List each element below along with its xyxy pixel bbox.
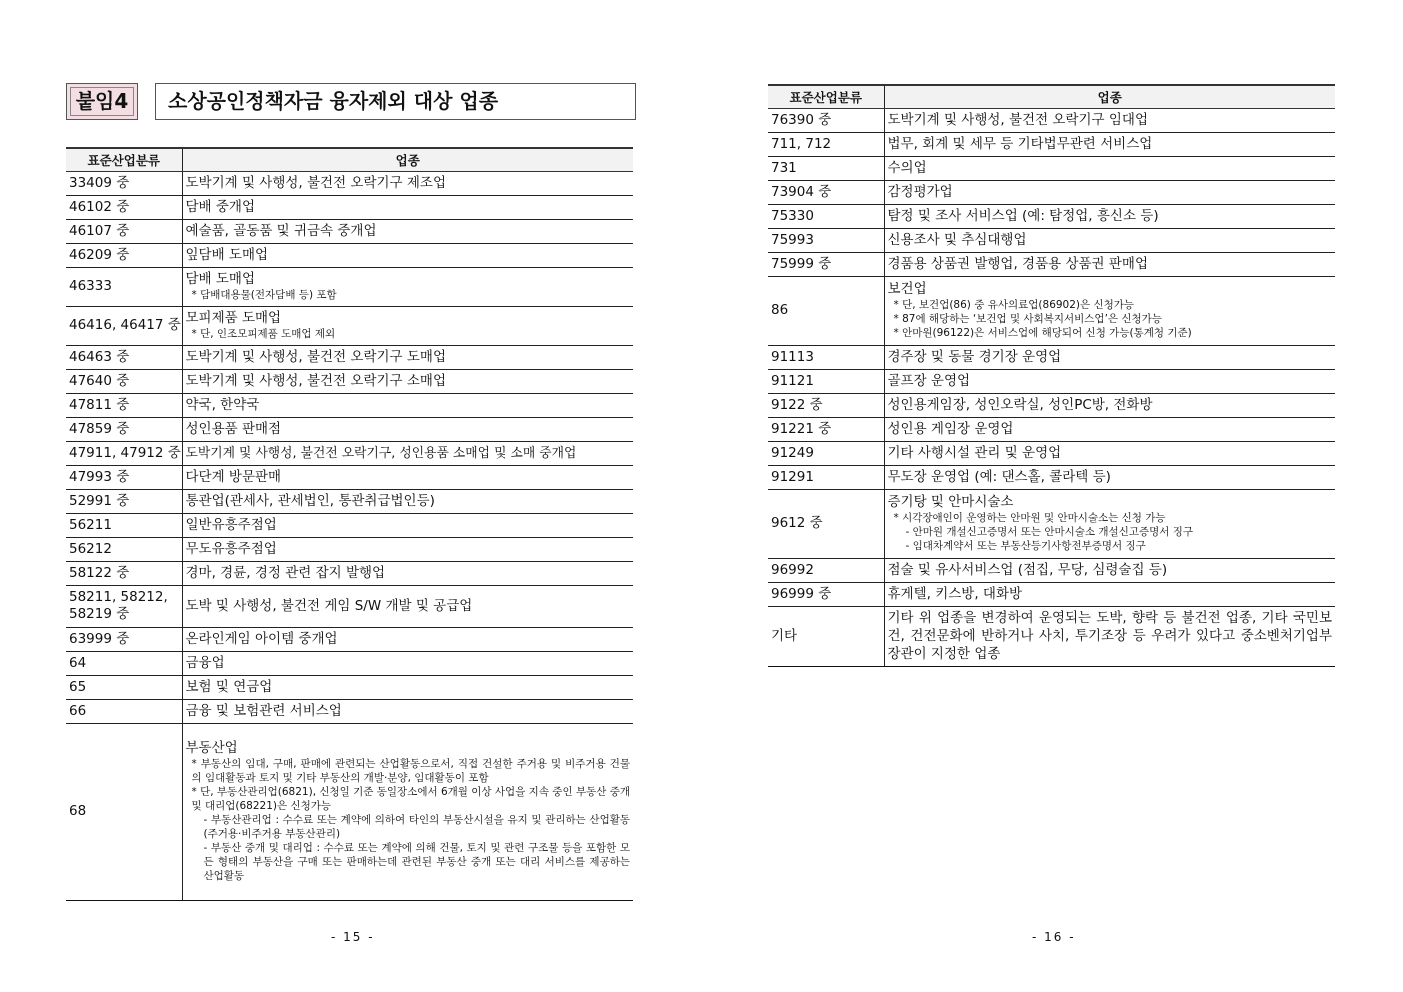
row-industry: 담배 도매업 <box>185 271 255 287</box>
row-code: 91249 <box>768 441 884 465</box>
row-industry: 부동산업 <box>185 739 238 756</box>
table-row <box>768 276 1335 345</box>
row-industry: 탐정 및 조사 서비스업 (예: 탐정업, 흥신소 등) <box>884 204 1335 228</box>
row-industry: 점술 및 유사서비스업 (점집, 무당, 심령술집 등) <box>884 558 1335 582</box>
row-code: 56212 <box>66 537 182 561</box>
table-row <box>66 489 633 513</box>
table-row <box>768 369 1335 393</box>
row-code: 46463 중 <box>66 345 182 369</box>
row-code: 75993 <box>768 228 884 252</box>
header-industry: 업종 <box>182 148 633 171</box>
table-row <box>66 267 633 306</box>
row-code: 63999 중 <box>66 627 182 651</box>
row-note: * 안마원(96122)은 서비스업에 해당되어 신청 가능(통계청 기준) <box>893 327 1192 339</box>
row-industry-cell <box>884 489 1335 558</box>
row-code: 47911, 47912 중 <box>66 441 182 465</box>
attachment-tag <box>66 83 138 120</box>
row-industry: 예술품, 골동품 및 귀금속 중개업 <box>182 219 633 243</box>
row-code: 46416, 46417 중 <box>66 306 182 345</box>
row-code: 66 <box>66 699 182 723</box>
row-code: 52991 중 <box>66 489 182 513</box>
table-row <box>66 306 633 345</box>
row-industry: 신용조사 및 추심대행업 <box>884 228 1335 252</box>
row-code: 46333 <box>66 267 182 306</box>
page-number: - 15 - <box>331 930 375 944</box>
page-number: - 16 - <box>1032 930 1076 944</box>
row-industry: 도박기계 및 사행성, 불건전 오락기구 도매업 <box>182 345 633 369</box>
row-code: 731 <box>768 156 884 180</box>
row-code: 91113 <box>768 345 884 369</box>
row-note: * 단, 보건업(86) 중 유사의료업(86902)은 신청가능 <box>893 299 1135 311</box>
row-industry-cell <box>182 267 633 306</box>
row-code: 96999 중 <box>768 582 884 606</box>
table-row <box>66 651 633 675</box>
row-code: 47640 중 <box>66 369 182 393</box>
row-industry: 보건업 <box>887 281 927 297</box>
table-row <box>768 252 1335 276</box>
row-industry: 도박기계 및 사행성, 불건전 오락기구, 성인용품 소매업 및 소매 중개업 <box>182 441 633 465</box>
row-industry: 법무, 회계 및 세무 등 기타법무관련 서비스업 <box>884 132 1335 156</box>
table-row <box>768 132 1335 156</box>
table-row <box>66 561 633 585</box>
row-note: * 단, 부동산관리업(6821), 신청일 기준 동일장소에서 6개월 이상 사업을 지속 중인 부동산 중개 및 대리업(68221)은 신청가능 <box>191 785 630 812</box>
attachment-tag-label: 붙임4 <box>75 89 129 113</box>
row-industry: 무도장 운영업 (예: 댄스홀, 콜라텍 등) <box>884 465 1335 489</box>
row-note: - 부동산 중개 및 대리업 : 수수료 또는 계약에 의해 건물, 토지 및 관련 구조물 등을 포함한 모든 형태의 부동산을 구매 또는 판매하는데 관련된 부동산 중개 또는 대리 서비스를 제공하는 산업활동 <box>203 841 630 882</box>
row-industry: 모피제품 도매업 <box>185 310 282 326</box>
table-row <box>66 675 633 699</box>
row-industry: 성인용 게임장 운영업 <box>884 417 1335 441</box>
row-industry: 통관업(관세사, 관세법인, 통관취급법인등) <box>182 489 633 513</box>
row-industry: 경품용 상품권 발행업, 경품용 상품권 판매업 <box>884 252 1335 276</box>
table-row <box>66 723 633 900</box>
row-note: - 임대차계약서 또는 부동산등기사항전부증명서 징구 <box>905 540 1146 552</box>
row-code: 86 <box>768 276 884 345</box>
row-industry: 도박 및 사행성, 불건전 게임 S/W 개발 및 공급업 <box>182 585 633 627</box>
row-code: 기타 <box>768 606 884 666</box>
row-industry: 다단계 방문판매 <box>182 465 633 489</box>
table-row <box>66 393 633 417</box>
row-industry: 일반유흥주점업 <box>182 513 633 537</box>
row-industry: 약국, 한약국 <box>182 393 633 417</box>
row-note: * 단, 인조모피제품 도매업 제외 <box>191 328 336 340</box>
table-row <box>768 558 1335 582</box>
table-row <box>768 441 1335 465</box>
row-code: 76390 중 <box>768 108 884 132</box>
row-code: 64 <box>66 651 182 675</box>
table-row <box>66 537 633 561</box>
document-title: 소상공인정책자금 융자제외 대상 업종 <box>155 83 636 120</box>
row-industry-cell <box>182 723 633 900</box>
table-header <box>66 148 633 171</box>
table-row <box>768 180 1335 204</box>
row-code: 9612 중 <box>768 489 884 558</box>
table-row <box>768 582 1335 606</box>
table-row <box>66 585 633 627</box>
document-title-row <box>66 83 636 120</box>
exclusion-table-left <box>66 147 633 901</box>
row-industry: 도박기계 및 사행성, 불건전 오락기구 임대업 <box>884 108 1335 132</box>
row-industry: 골프장 운영업 <box>884 369 1335 393</box>
row-code: 75330 <box>768 204 884 228</box>
row-note: * 부동산의 임대, 구매, 판매에 관련되는 산업활동으로서, 직접 건설한 주거용 및 비주거용 건물의 임대활동과 토지 및 기타 부동산의 개발·분양, 임대활동이 포함 <box>191 757 630 784</box>
table-row <box>66 171 633 195</box>
table-row <box>768 228 1335 252</box>
row-code: 46209 중 <box>66 243 182 267</box>
table-row <box>768 156 1335 180</box>
row-note: * 87에 해당하는 ‘보건업 및 사회복지서비스업’은 신청가능 <box>893 313 1162 325</box>
row-industry: 도박기계 및 사행성, 불건전 오락기구 제조업 <box>182 171 633 195</box>
row-code: 91121 <box>768 369 884 393</box>
row-industry: 경마, 경륜, 경정 관련 잡지 발행업 <box>182 561 633 585</box>
table-row <box>66 219 633 243</box>
row-code: 47811 중 <box>66 393 182 417</box>
table-row <box>66 243 633 267</box>
table-row <box>768 465 1335 489</box>
row-code: 68 <box>66 723 182 900</box>
row-code: 33409 중 <box>66 171 182 195</box>
table-row <box>768 417 1335 441</box>
row-code: 9122 중 <box>768 393 884 417</box>
table-row <box>66 369 633 393</box>
row-note: - 부동산관리업 : 수수료 또는 계약에 의하여 타인의 부동산시설을 유지 및 관리하는 산업활동(주거용·비주거용 부동산관리) <box>203 813 630 840</box>
table-row <box>66 441 633 465</box>
table-row <box>768 393 1335 417</box>
table-row <box>66 465 633 489</box>
table-row <box>66 345 633 369</box>
table-row <box>768 345 1335 369</box>
row-note: * 담배대용물(전자담배 등) 포함 <box>191 289 337 301</box>
table-header <box>768 85 1335 108</box>
exclusion-table-right <box>768 84 1335 667</box>
header-code: 표준산업분류 <box>66 148 182 171</box>
row-industry: 기타 위 업종을 변경하여 운영되는 도박, 향락 등 불건전 업종, 기타 국민보건, 건전문화에 반하거나 사치, 투기조장 등 우려가 있다고 중소벤처기업부 장관이 지정한 업종 <box>884 606 1335 666</box>
header-code: 표준산업분류 <box>768 85 884 108</box>
row-industry: 온라인게임 아이템 중개업 <box>182 627 633 651</box>
row-code: 46102 중 <box>66 195 182 219</box>
row-industry: 보험 및 연금업 <box>182 675 633 699</box>
row-industry: 휴게텔, 키스방, 대화방 <box>884 582 1335 606</box>
row-industry: 무도유흥주점업 <box>182 537 633 561</box>
row-code: 75999 중 <box>768 252 884 276</box>
row-code: 65 <box>66 675 182 699</box>
row-code: 96992 <box>768 558 884 582</box>
row-code: 711, 712 <box>768 132 884 156</box>
row-code: 58211, 58212, 58219 중 <box>66 585 182 627</box>
row-code: 58122 중 <box>66 561 182 585</box>
row-note: * 시각장애인이 운영하는 안마원 및 안마시술소는 신청 가능 <box>893 512 1166 524</box>
table-row <box>768 606 1335 666</box>
row-industry: 기타 사행시설 관리 및 운영업 <box>884 441 1335 465</box>
row-code: 91221 중 <box>768 417 884 441</box>
row-industry: 잎담배 도매업 <box>182 243 633 267</box>
table-row <box>66 513 633 537</box>
row-industry: 금융업 <box>182 651 633 675</box>
row-industry: 도박기계 및 사행성, 불건전 오락기구 소매업 <box>182 369 633 393</box>
table-row <box>768 204 1335 228</box>
row-industry: 증기탕 및 안마시술소 <box>887 494 1014 510</box>
row-industry: 담배 중개업 <box>182 195 633 219</box>
row-note: - 안마원 개설신고증명서 또는 안마시술소 개설신고증명서 징구 <box>905 526 1194 538</box>
row-code: 56211 <box>66 513 182 537</box>
row-industry: 감정평가업 <box>884 180 1335 204</box>
row-code: 47993 중 <box>66 465 182 489</box>
table-row <box>66 627 633 651</box>
table-row <box>768 108 1335 132</box>
row-industry: 수의업 <box>884 156 1335 180</box>
row-industry: 성인용품 판매점 <box>182 417 633 441</box>
row-industry: 경주장 및 동물 경기장 운영업 <box>884 345 1335 369</box>
row-code: 91291 <box>768 465 884 489</box>
header-industry: 업종 <box>884 85 1335 108</box>
row-industry: 성인용게임장, 성인오락실, 성인PC방, 전화방 <box>884 393 1335 417</box>
table-row <box>768 489 1335 558</box>
row-industry-cell <box>884 276 1335 345</box>
row-code: 73904 중 <box>768 180 884 204</box>
table-row <box>66 195 633 219</box>
table-row <box>66 699 633 723</box>
row-industry-cell <box>182 306 633 345</box>
row-industry: 금융 및 보험관련 서비스업 <box>182 699 633 723</box>
row-code: 47859 중 <box>66 417 182 441</box>
table-row <box>66 417 633 441</box>
row-code: 46107 중 <box>66 219 182 243</box>
